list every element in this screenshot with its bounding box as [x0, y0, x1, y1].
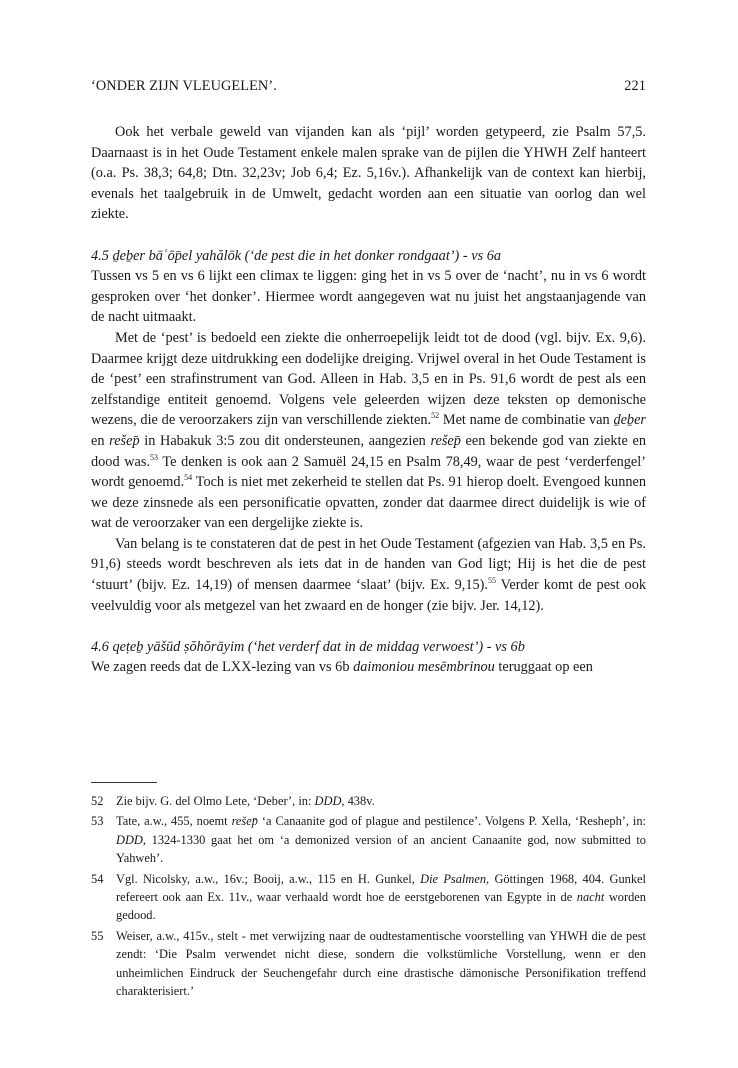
footnote-number: 55 [91, 928, 104, 943]
term-reshef: rešep̄ [109, 432, 140, 449]
section-heading-4-6: 4.6 qeṭeḇ yāšūd ṣŏhŏrāyim (‘het verderf dat in de middag verwoest’) - vs 6b [91, 638, 525, 655]
footnote-separator [91, 782, 157, 783]
page-number: 221 [624, 78, 646, 94]
footnote-54: 54 Vgl. Nicolsky, a.w., 16v.; Booij, a.w., 115 en H. Gunkel, Die Psalmen, Göttingen 1968, 404. Gunkel refereert ook aan Ex. 11v., waar verhaald wordt hoe de eerstgeborenen van Egypte in de nacht worden gedood. [91, 871, 646, 923]
body-text [91, 122, 646, 678]
footnote-53: 53 Tate, a.w., 455, noemt rešep̄ ‘a Canaanite god of plague and pestilence’. Volgens P. Xella, ‘Resheph’, in: DDD, 1324-1330 gaat het om ‘a demonized version of an ancient Canaanite god, now submitted to Yahweh’. [91, 814, 646, 866]
paragraph-lxx: We zagen reeds dat de LXX-lezing van vs 6b daimoniou mesēmbrinou teruggaat op een [91, 659, 593, 676]
footnote-ref-52[interactable]: 52 [431, 411, 440, 421]
footnotes [91, 792, 646, 1002]
footnote-ref-53[interactable]: 53 [150, 452, 159, 462]
footnote-55: 55 Weiser, a.w., 415v., stelt - met verwijzing naar de oudtestamentische voorstelling van YHWH die de pest zendt: ‘Die Psalm verwendet nicht diese, sondern die volkstümliche Vorstellung, wenn er den unheimlichen Eindruck der Seuchengefahr durch eine drastische dämonische Personifikation treffend charakterisiert.’ [91, 928, 646, 999]
term-deber: ḏeḇer [613, 412, 646, 429]
paragraph-climax: Tussen vs 5 en vs 6 lijkt een climax te liggen: ging het in vs 5 over de ‘nacht’, nu in vs 6 wordt gesproken over ‘het donker’. Hiermee wordt aangegeven wat nu juist het angstaanjagende van de nacht uitmaakt. [91, 268, 646, 326]
term-reshef-2: rešep̄ [430, 432, 461, 449]
running-header [91, 78, 646, 102]
footnote-52: 52 Zie bijv. G. del Olmo Lete, ‘Deber’, in: DDD, 438v. [91, 792, 646, 810]
page [91, 78, 646, 678]
section-heading-4-5: 4.5 ḏeḇer bāʿōp̄el yahălōk (‘de pest die in het donker rondgaat’) - vs 6a [91, 247, 502, 264]
term-daimoniou: daimoniou mesēmbrinou [353, 659, 495, 676]
footnote-number: 54 [91, 871, 104, 886]
footnote-ref-55[interactable]: 55 [487, 576, 496, 586]
running-title: ‘ONDER ZIJN VLEUGELEN’. [91, 78, 277, 94]
footnote-number: 53 [91, 814, 104, 829]
paragraph-importance: Van belang is te constateren dat de pest in het Oude Testament (afgezien van Hab. 3,5 en Ps. 91,6) steeds wordt beschreven als iets dat in de handen van God ligt; Hij is het die de pest ‘stuurt’ (bijv. Ez. 14,19) of mensen daarmee ‘slaat’ (bijv. Ex. 9,15).$^{55}$ Verder komt de pest ook veelvuldig voor als metgezel van het zwaard en de honger (zie bijv. Jer. 14,12). [91, 535, 646, 614]
paragraph-arrows: Ook het verbale geweld van vijanden kan als ‘pijl’ worden getypeerd, zie Psalm 57,5. Daarnaast is in het Oude Testament enkele malen sprake van de pijlen die YHWH Zelf hanteert (o.a. Ps. 38,3; 64,8; Dtn. 32,23v; Job 6,4; Ez. 5,16v.). Afhankelijk van de context kan hierbij, evenals het taalgebruik in de Umwelt, gedacht worden aan een situatie van oorlog dan wel ziekte. [91, 124, 646, 223]
footnote-ref-54[interactable]: 54 [184, 473, 193, 483]
paragraph-pest: Met de ‘pest’ is bedoeld een ziekte die onherroepelijk leidt tot de dood (vgl. bijv. Ex. 9,6). Daarmee krijgt deze uitdrukking een dodelijke dreiging. Vrijwel overal in het Oude Testament is de ‘pest’ een strafinstrument van God. Alleen in Hab. 3,5 en in Ps. 91,6 wordt de pest als een zelfstandige entiteit genoemd. Volgens vele geleerden wijzen deze teksten op demonische wezens, die de veroorzakers zijn van verschillende ziekten.$^{52}$ Met name de combinatie van ḏeḇer en rešep̄ in Habakuk 3:5 zou dit ondersteunen, aangezien rešep̄ een bekende god van ziekte en dood was.$^{53}$ Te denken is ook aan 2 Samuël 24,15 en Psalm 78,49, waar de pest ‘verderfengel’ wordt genoemd.$^{54}$ Toch is niet met zekerheid te stellen dat Ps. 91 hierop doelt. Evengoed kunnen we deze zinsnede als een personificatie opvatten, zonder dat daarmee direct duidelijk is wie of wat de veroorzaker van een dergelijke ziekte is. [91, 329, 646, 532]
footnote-number: 52 [91, 794, 104, 808]
